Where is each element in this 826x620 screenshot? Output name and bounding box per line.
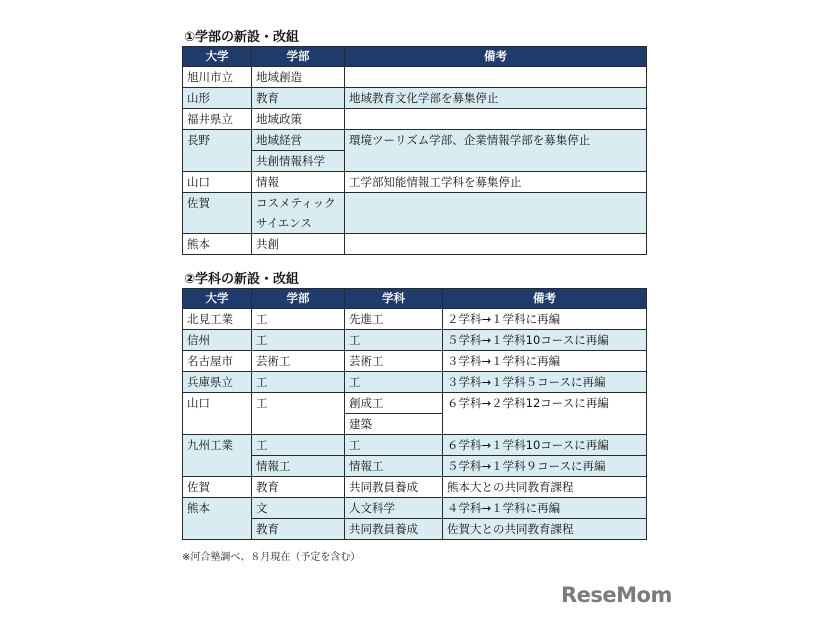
cell-department: 先進工 [345,309,443,330]
table-row [183,372,647,393]
footnote: ※河合塾調べ、８月現在（予定を含む） [182,552,361,563]
cell-faculty: 文 [252,498,345,519]
table-row [183,88,647,109]
cell-university: 福井県立 [183,109,252,130]
table-row [183,172,647,193]
cell-university: 北見工業 [183,309,252,330]
cell-department: 人文科学 [345,498,443,519]
cell-university: 佐賀 [183,477,252,498]
cell-university: 旭川市立 [183,67,252,88]
cell-department: 工 [345,435,443,456]
cell-university: 山形 [183,88,252,109]
section2-title: ②学科の新設・改組 [184,272,300,287]
table-row [183,351,647,372]
cell-faculty: 共創 [252,234,345,255]
header-note: 備考 [345,47,647,67]
cell-university: 九州工業 [183,435,252,456]
faculty-table-header [183,47,647,67]
cell-note: 地域教育文化学部を募集停止 [345,88,647,109]
cell-faculty: コスメティック [252,193,345,214]
cell-faculty: 地域政策 [252,109,345,130]
cell-note: ４学科→１学科に再編 [443,498,647,519]
header-faculty: 学部 [252,289,345,309]
cell-department: 共同教員養成 [345,477,443,498]
cell-university: 長野 [183,130,252,151]
faculty-table [182,46,647,255]
cell-faculty [252,414,345,435]
section1-title: ①学部の新設・改組 [184,30,300,45]
header-note: 備考 [443,289,647,309]
resemom-logo: ReseMom [561,583,672,607]
cell-university: 兵庫県立 [183,372,252,393]
cell-faculty: 工 [252,393,345,414]
cell-university: 山口 [183,172,252,193]
department-table-header [183,289,647,309]
cell-note: ５学科→１学科９コースに再編 [443,456,647,477]
cell-faculty: 工 [252,330,345,351]
cell-university [183,519,252,540]
header-department: 学科 [345,289,443,309]
cell-university [183,414,252,435]
header-faculty: 学部 [252,47,345,67]
header-university: 大学 [183,47,252,67]
table-row [183,130,647,151]
table-row [183,519,647,540]
table-row [183,109,647,130]
cell-faculty: 工 [252,435,345,456]
cell-note [443,414,647,435]
cell-department: 工 [345,330,443,351]
department-table [182,288,647,540]
table-row [183,213,647,234]
table-row [183,393,647,414]
cell-note [345,213,647,234]
cell-faculty: 地域創造 [252,67,345,88]
cell-department: 共同教員養成 [345,519,443,540]
cell-faculty: 地域経営 [252,130,345,151]
table-row [183,193,647,214]
cell-faculty: 工 [252,309,345,330]
cell-department: 創成工 [345,393,443,414]
table-row [183,498,647,519]
cell-university [183,151,252,172]
cell-university [183,213,252,234]
cell-note: ６学科→１学科10コースに再編 [443,435,647,456]
table-row [183,414,647,435]
cell-faculty: 情報 [252,172,345,193]
cell-department: 工 [345,372,443,393]
cell-note: 佐賀大との共同教育課程 [443,519,647,540]
cell-note [345,67,647,88]
cell-note: 環境ツーリズム学部、企業情報学部を募集停止 [345,130,647,151]
table-row [183,67,647,88]
cell-faculty: サイエンス [252,213,345,234]
cell-university: 佐賀 [183,193,252,214]
cell-note: 工学部知能情報工学科を募集停止 [345,172,647,193]
table-row [183,309,647,330]
table-row [183,330,647,351]
cell-university: 山口 [183,393,252,414]
cell-department: 情報工 [345,456,443,477]
cell-university: 熊本 [183,234,252,255]
cell-note: ５学科→１学科10コースに再編 [443,330,647,351]
header-university: 大学 [183,289,252,309]
table-row [183,234,647,255]
cell-note [345,193,647,214]
cell-department: 芸術工 [345,351,443,372]
cell-university: 信州 [183,330,252,351]
table-row [183,151,647,172]
cell-faculty: 教育 [252,477,345,498]
cell-university: 名古屋市 [183,351,252,372]
cell-faculty: 情報工 [252,456,345,477]
cell-note: ６学科→２学科12コースに再編 [443,393,647,414]
table-row [183,477,647,498]
cell-note: ３学科→１学科５コースに再編 [443,372,647,393]
cell-university [183,456,252,477]
cell-note: ２学科→１学科に再編 [443,309,647,330]
cell-faculty: 教育 [252,88,345,109]
cell-note: ３学科→１学科に再編 [443,351,647,372]
cell-note [345,109,647,130]
cell-note [345,234,647,255]
cell-note [345,151,647,172]
cell-note: 熊本大との共同教育課程 [443,477,647,498]
table-row [183,456,647,477]
table-row [183,435,647,456]
cell-faculty: 共創情報科学 [252,151,345,172]
cell-faculty: 芸術工 [252,351,345,372]
cell-department: 建築 [345,414,443,435]
cell-university: 熊本 [183,498,252,519]
cell-faculty: 工 [252,372,345,393]
cell-faculty: 教育 [252,519,345,540]
